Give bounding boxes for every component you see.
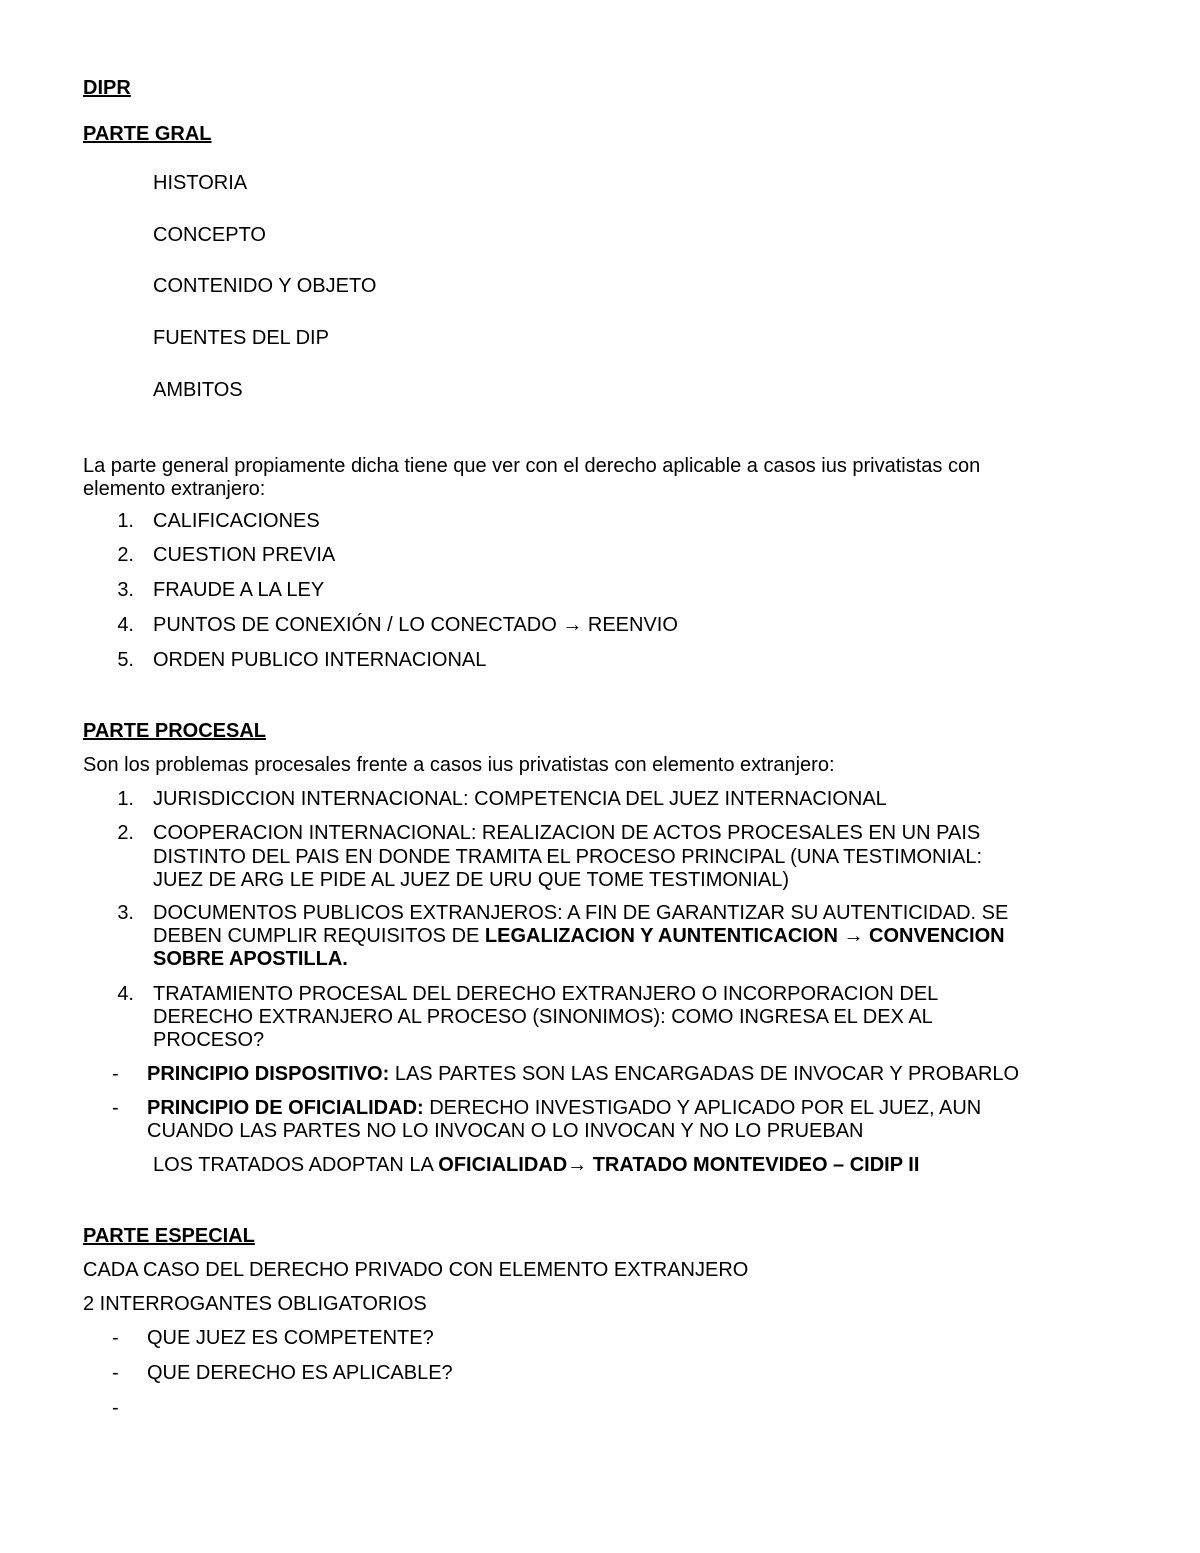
principio-oficialidad-text: DERECHO INVESTIGADO Y APLICADO POR EL JUEZ, AUN xyxy=(423,1097,982,1119)
list-number: 3. xyxy=(117,902,134,924)
procesal-item-cooperacion-line3: JUEZ DE ARG LE PIDE AL JUEZ DE URU QUE TOME TESTIMONIAL) xyxy=(153,869,790,891)
question-juez: QUE JUEZ ES COMPETENTE? xyxy=(147,1327,434,1349)
bullet-dash: - xyxy=(112,1362,119,1384)
doc-title: DIPR xyxy=(83,77,131,99)
procesal-item-cooperacion-line2: DISTINTO DEL PAIS EN DONDE TRAMITA EL PROCESO PRINCIPAL (UNA TESTIMONIAL: xyxy=(153,846,983,868)
parte-gral-intro-line2: elemento extranjero: xyxy=(83,478,266,500)
list-number: 1. xyxy=(117,510,134,532)
tratados-line xyxy=(153,1153,919,1177)
parte-procesal-intro: Son los problemas procesales frente a casos ius privatistas con elemento extranjero: xyxy=(83,754,835,776)
principio-oficialidad-label: PRINCIPIO DE OFICIALIDAD: xyxy=(147,1097,424,1119)
list-item-cuestion-previa: CUESTION PREVIA xyxy=(153,544,336,566)
list-item-orden-publico: ORDEN PUBLICO INTERNACIONAL xyxy=(153,649,487,671)
documentos-bold: LEGALIZACION Y AUNTENTICACION → CONVENCION xyxy=(484,925,1005,947)
list-item-calificaciones: CALIFICACIONES xyxy=(153,510,320,532)
bullet-dash: - xyxy=(112,1397,119,1419)
procesal-item-documentos-line2 xyxy=(153,924,1005,948)
heading-parte-gral: PARTE GRAL xyxy=(83,123,212,145)
list-number: 2. xyxy=(117,822,134,844)
principio-dispositivo-text: LAS PARTES SON LAS ENCARGADAS DE INVOCAR Y PROBARLO xyxy=(389,1063,1020,1085)
parte-especial-line1: CADA CASO DEL DERECHO PRIVADO CON ELEMENTO EXTRANJERO xyxy=(83,1259,749,1281)
bullet-dash: - xyxy=(112,1097,119,1119)
parte-gral-intro-line1: La parte general propiamente dicha tiene que ver con el derecho aplicable a casos ius privatistas con xyxy=(83,455,981,477)
bullet-dash: - xyxy=(112,1063,119,1085)
procesal-item-tratamiento-line3: PROCESO? xyxy=(153,1029,265,1051)
principio-oficialidad-line2: CUANDO LAS PARTES NO LO INVOCAN O LO INVOCAN Y NO LO PRUEBAN xyxy=(147,1120,864,1142)
parte-especial-line2: 2 INTERROGANTES OBLIGATORIOS xyxy=(83,1293,427,1315)
principio-dispositivo xyxy=(147,1062,1019,1086)
principio-oficialidad xyxy=(147,1096,981,1120)
tratados-bold: OFICIALIDAD→ TRATADO MONTEVIDEO – CIDIP II xyxy=(438,1154,920,1176)
list-number: 4. xyxy=(117,983,134,1005)
topic-contenido: CONTENIDO Y OBJETO xyxy=(153,275,377,297)
procesal-item-documentos-line1: DOCUMENTOS PUBLICOS EXTRANJEROS: A FIN DE GARANTIZAR SU AUTENTICIDAD. SE xyxy=(153,902,1009,924)
procesal-item-jurisdiccion: JURISDICCION INTERNACIONAL: COMPETENCIA DEL JUEZ INTERNACIONAL xyxy=(153,788,887,810)
list-number: 4. xyxy=(117,614,134,636)
topic-concepto: CONCEPTO xyxy=(153,224,266,246)
documentos-text: DEBEN CUMPLIR REQUISITOS DE xyxy=(153,925,485,947)
question-derecho: QUE DERECHO ES APLICABLE? xyxy=(147,1362,453,1384)
list-item-puntos-conexion: PUNTOS DE CONEXIÓN / LO CONECTADO → REENVIO xyxy=(153,614,678,636)
principio-dispositivo-label: PRINCIPIO DISPOSITIVO: xyxy=(147,1063,390,1085)
list-number: 5. xyxy=(117,649,134,671)
topic-historia: HISTORIA xyxy=(153,172,248,194)
procesal-item-tratamiento-line1: TRATAMIENTO PROCESAL DEL DERECHO EXTRANJERO O INCORPORACION DEL xyxy=(153,983,939,1005)
procesal-item-cooperacion-line1: COOPERACION INTERNACIONAL: REALIZACION DE ACTOS PROCESALES EN UN PAIS xyxy=(153,822,981,844)
heading-parte-especial: PARTE ESPECIAL xyxy=(83,1225,255,1247)
bullet-dash: - xyxy=(112,1327,119,1349)
list-number: 2. xyxy=(117,544,134,566)
topic-ambitos: AMBITOS xyxy=(153,379,243,401)
list-item-fraude: FRAUDE A LA LEY xyxy=(153,579,325,601)
procesal-item-documentos-line3: SOBRE APOSTILLA. xyxy=(153,948,348,970)
list-number: 1. xyxy=(117,788,134,810)
tratados-text: LOS TRATADOS ADOPTAN LA xyxy=(153,1154,439,1176)
list-number: 3. xyxy=(117,579,134,601)
heading-parte-procesal: PARTE PROCESAL xyxy=(83,720,266,742)
topic-fuentes: FUENTES DEL DIP xyxy=(153,327,329,349)
procesal-item-tratamiento-line2: DERECHO EXTRANJERO AL PROCESO (SINONIMOS): COMO INGRESA EL DEX AL xyxy=(153,1006,933,1028)
